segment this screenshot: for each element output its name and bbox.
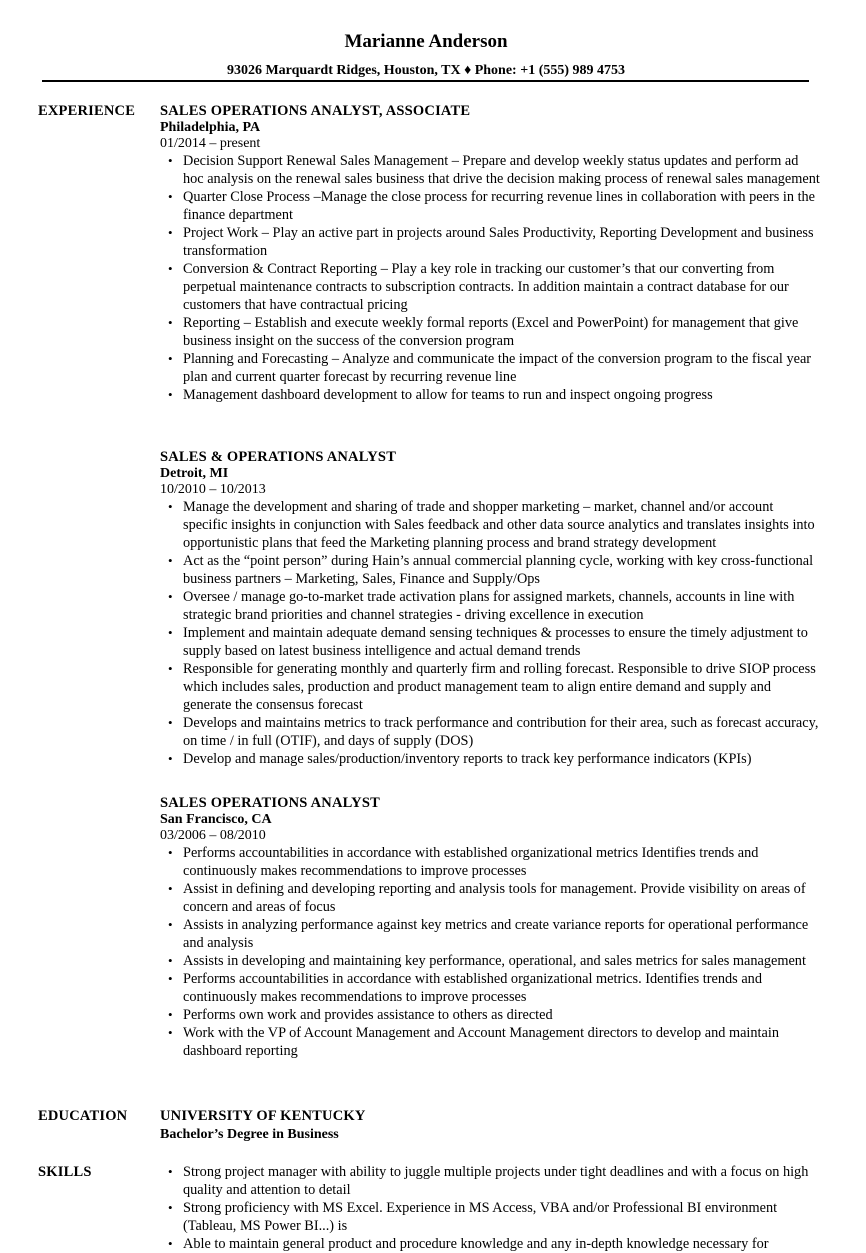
list-item: • Assists in developing and maintaining key performance, operational, and sales metrics for sales management <box>160 952 820 970</box>
education-degree: Bachelor’s Degree in Business <box>160 1127 339 1142</box>
list-item: • Assists in analyzing performance against key metrics and create variance reports for operational performance and analysis <box>160 916 820 952</box>
education-school: UNIVERSITY OF KENTUCKY <box>160 1108 366 1124</box>
list-item: • Strong project manager with ability to juggle multiple projects under tight deadlines and with a focus on high quality and attention to detail <box>160 1163 820 1199</box>
contact-line: 93026 Marquardt Ridges, Houston, TX ♦ Phone: +1 (555) 989 4753 <box>226 63 626 78</box>
list-item: • Strong proficiency with MS Excel. Experience in MS Access, VBA and/or Professional BI environment (Tableau, MS Power BI...) is <box>160 1199 820 1235</box>
list-item: • Oversee / manage go-to-market trade activation plans for assigned markets, channels, accounts in line with strategic brand priorities and channel strategies - driving excellence in execution <box>160 588 820 624</box>
skills-entry <box>160 1163 820 1253</box>
list-item: • Work with the VP of Account Management and Account Management directors to develop and maintain dashboard reporting <box>160 1024 820 1060</box>
education-entry <box>160 1107 820 1144</box>
job-title: SALES OPERATIONS ANALYST <box>160 795 380 811</box>
candidate-name: Marianne Anderson <box>344 31 508 52</box>
job-entry <box>160 448 820 768</box>
list-item: • Management dashboard development to allow for teams to run and inspect ongoing progress <box>160 386 820 404</box>
skills-heading: SKILLS <box>38 1164 92 1180</box>
job-bullets <box>160 498 820 768</box>
list-item: • Responsible for generating monthly and quarterly firm and rolling forecast. Responsible to drive SIOP process which includes sales, production and product management team to align entire demand and supply and generate the consensus forecast <box>160 660 820 714</box>
job-dates: 01/2014 – present <box>160 136 261 151</box>
list-item: • Act as the “point person” during Hain’s annual commercial planning cycle, working with key cross-functional business partners – Marketing, Sales, Finance and Supply/Ops <box>160 552 820 588</box>
list-item: • Performs own work and provides assistance to others as directed <box>160 1006 820 1024</box>
list-item: • Planning and Forecasting – Analyze and communicate the impact of the conversion program to the fiscal year plan and current quarter forecast by recurring revenue line <box>160 350 820 386</box>
job-location: Philadelphia, PA <box>160 120 261 135</box>
list-item: • Assist in defining and developing reporting and analysis tools for management. Provide visibility on areas of concern and areas of focus <box>160 880 820 916</box>
experience-heading: EXPERIENCE <box>38 103 136 119</box>
job-dates: 10/2010 – 10/2013 <box>160 482 266 497</box>
job-title: SALES & OPERATIONS ANALYST <box>160 449 397 465</box>
job-location: San Francisco, CA <box>160 812 272 827</box>
education-heading: EDUCATION <box>38 1108 128 1124</box>
list-item: • Develop and manage sales/production/inventory reports to track key performance indicators (KPIs) <box>160 750 820 768</box>
list-item: • Reporting – Establish and execute weekly formal reports (Excel and PowerPoint) for management that give business insight on the success of the conversion program <box>160 314 820 350</box>
list-item: • Implement and maintain adequate demand sensing techniques & processes to ensure the timely adjustment to supply based on latest business intelligence and actual demand trends <box>160 624 820 660</box>
list-item: • Decision Support Renewal Sales Management – Prepare and develop weekly status updates and perform ad hoc analysis on the renewal sales business that drive the decision making process of renewal sales management <box>160 152 820 188</box>
list-item: • Quarter Close Process –Manage the close process for recurring revenue lines in collaboration with peers in the finance department <box>160 188 820 224</box>
list-item: • Able to maintain general product and procedure knowledge and any in-depth knowledge necessary for <box>160 1235 820 1253</box>
job-entry <box>160 794 820 1060</box>
list-item: • Performs accountabilities in accordance with established organizational metrics Identifies trends and continuously makes recommendations to improve processes <box>160 844 820 880</box>
list-item: • Conversion & Contract Reporting – Play a key role in tracking our customer’s that our converting from perpetual maintenance contracts to subscription contracts. In addition maintain a contract database for our customers that have contractual pricing <box>160 260 820 314</box>
skills-bullets <box>160 1163 820 1253</box>
list-item: • Performs accountabilities in accordance with established organizational metrics. Identifies trends and continuously makes recommendations to improve processes <box>160 970 820 1006</box>
job-entry <box>160 102 820 404</box>
list-item: • Project Work – Play an active part in projects around Sales Productivity, Reporting Development and business transformation <box>160 224 820 260</box>
job-dates: 03/2006 – 08/2010 <box>160 828 266 843</box>
list-item: • Manage the development and sharing of trade and shopper marketing – market, channel and/or account specific insights in conjunction with Sales feedback and other data source analytics and translates insights into opportunistic plans that feed the Marketing planning process and brand strategy development <box>160 498 820 552</box>
header-divider <box>42 80 809 82</box>
job-bullets <box>160 844 820 1060</box>
list-item: • Develops and maintains metrics to track performance and contribution for their area, such as forecast accuracy, on time / in full (OTIF), and days of supply (DOS) <box>160 714 820 750</box>
job-location: Detroit, MI <box>160 466 229 481</box>
job-bullets <box>160 152 820 404</box>
job-title: SALES OPERATIONS ANALYST, ASSOCIATE <box>160 103 471 119</box>
